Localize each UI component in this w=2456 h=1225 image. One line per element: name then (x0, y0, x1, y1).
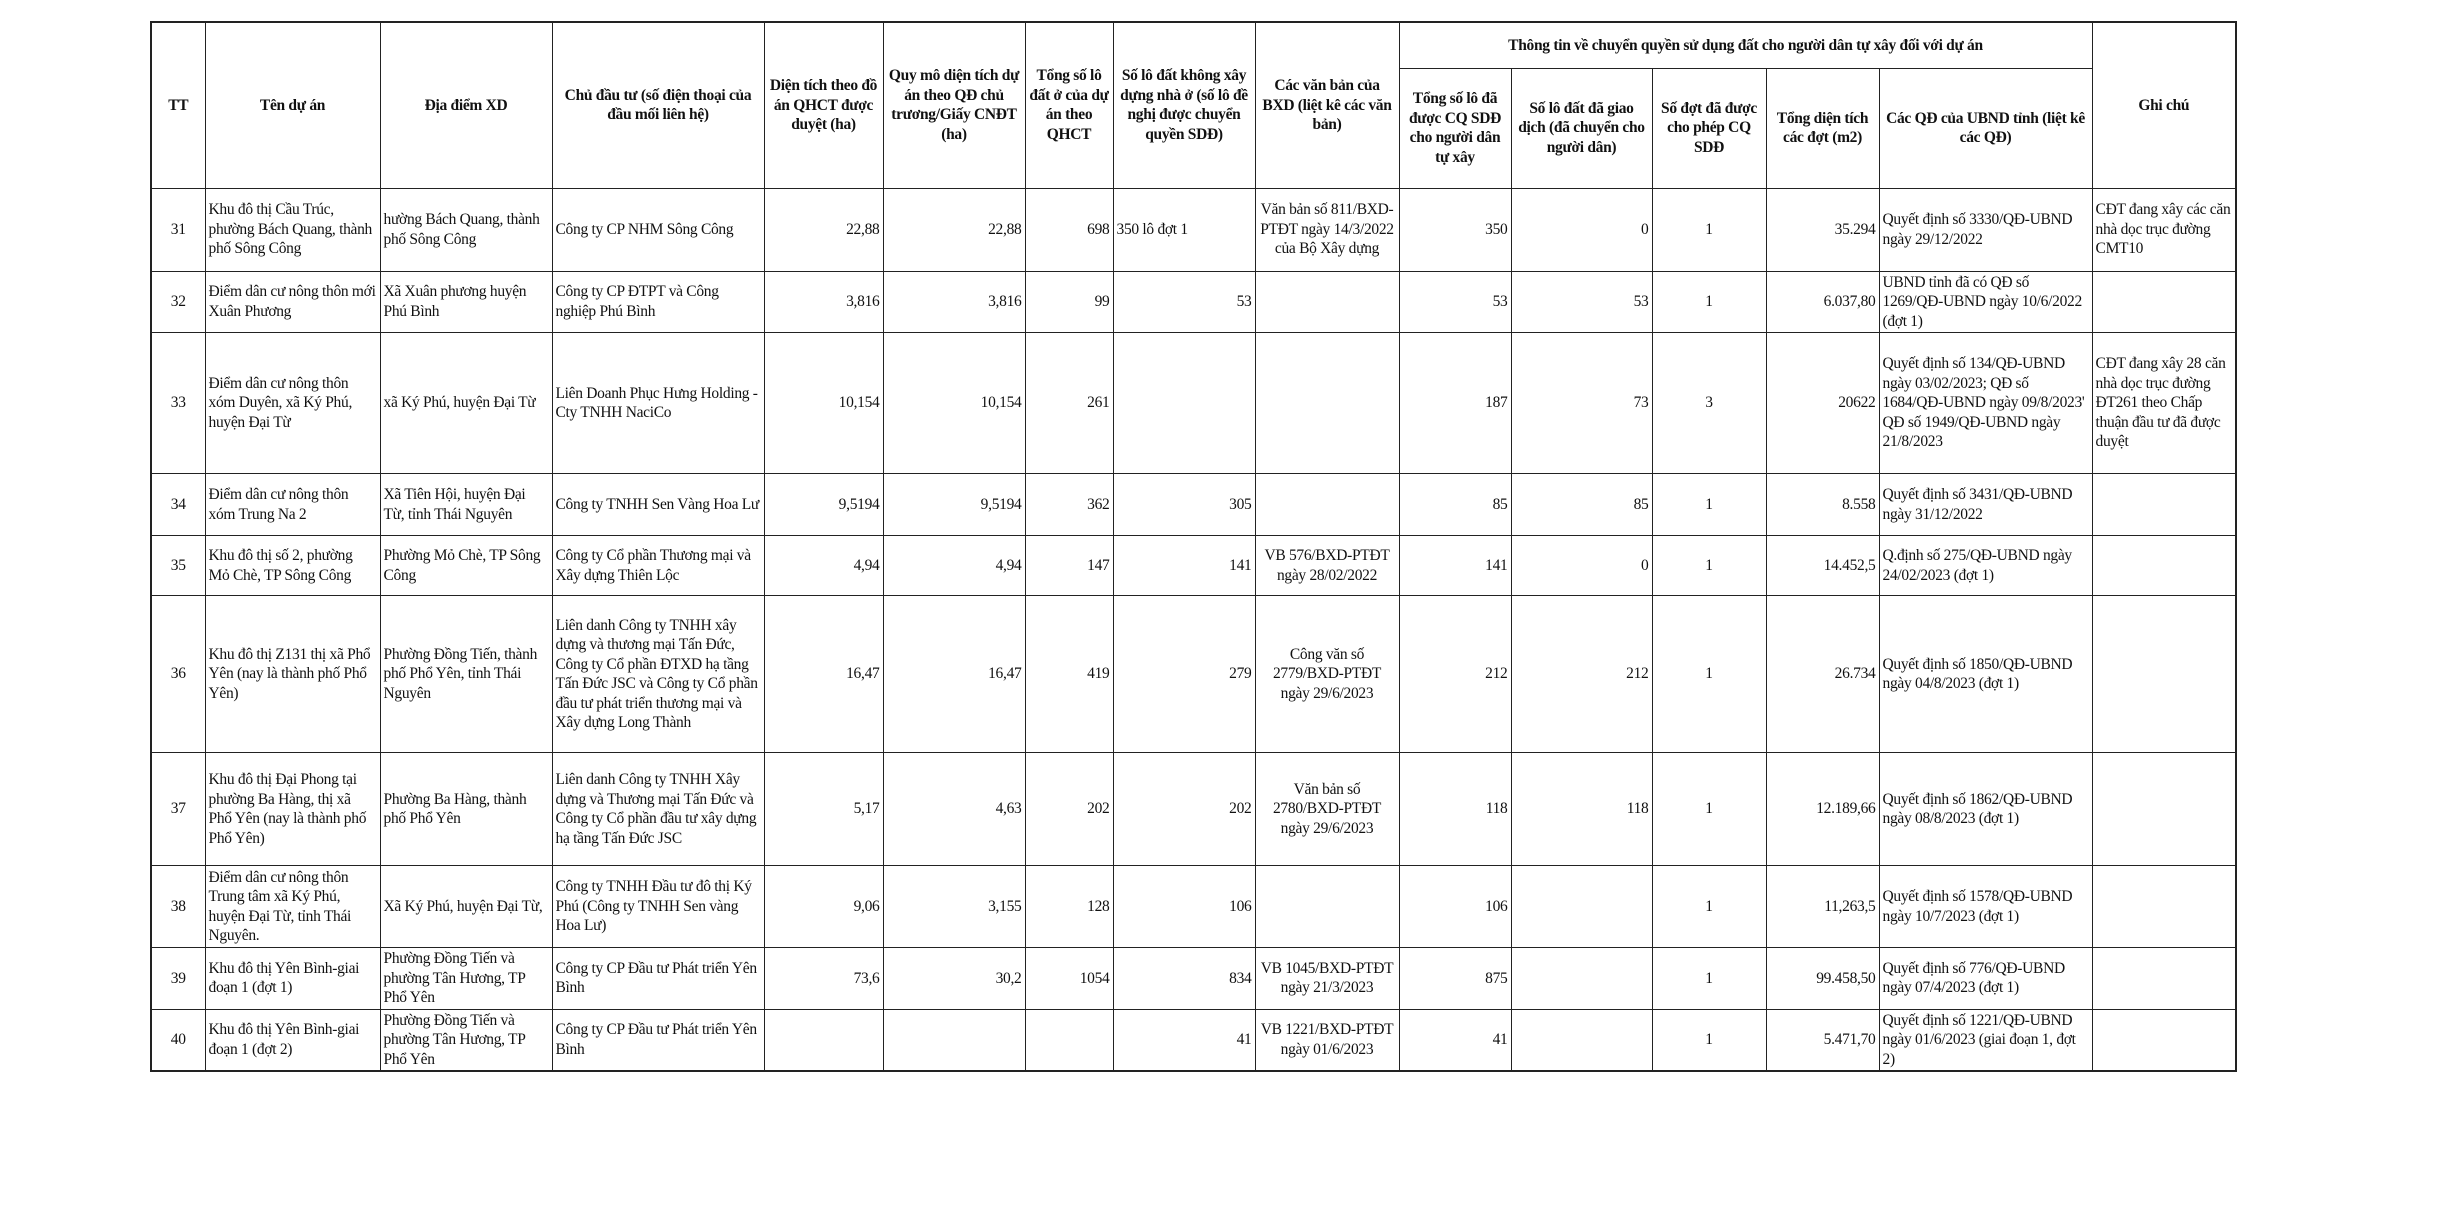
cell-lots-transferred: 118 (1399, 753, 1511, 866)
cell-lots-transferred: 875 (1399, 948, 1511, 1010)
cell-lots-traded: 73 (1511, 333, 1652, 474)
table-row (151, 271, 2236, 333)
cell-total-area: 5.471,70 (1766, 1009, 1879, 1071)
cell-total-area: 26.734 (1766, 596, 1879, 753)
cell-notes: CĐT đang xây 28 căn nhà dọc trục đường ĐT261 theo Chấp thuận đầu tư đã được duyệt (2092, 333, 2236, 474)
cell-bxd-documents: VB 576/BXD-PTĐT ngày 28/02/2022 (1255, 536, 1399, 596)
cell-lots-no-build: 279 (1113, 596, 1255, 753)
cell-project-name: Điểm dân cư nông thôn xóm Duyên, xã Ký Phú, huyện Đại Từ (205, 333, 380, 474)
cell-area-qhct: 22,88 (764, 188, 883, 271)
cell-total-lots: 419 (1025, 596, 1113, 753)
cell-total-area: 14.452,5 (1766, 536, 1879, 596)
cell-project-name: Điểm dân cư nông thôn xóm Trung Na 2 (205, 474, 380, 536)
cell-location: Xã Xuân phương huyện Phú Bình (380, 271, 552, 333)
cell-lots-no-build: 141 (1113, 536, 1255, 596)
cell-tt: 33 (151, 333, 205, 474)
cell-investor: Công ty CP ĐTPT và Công nghiệp Phú Bình (552, 271, 764, 333)
cell-area-qhct: 10,154 (764, 333, 883, 474)
table-body (151, 188, 2236, 1071)
cell-total-lots: 261 (1025, 333, 1113, 474)
cell-bxd-documents: Văn bản số 2780/BXD-PTĐT ngày 29/6/2023 (1255, 753, 1399, 866)
cell-project-scale: 30,2 (883, 948, 1025, 1010)
table-row (151, 866, 2236, 948)
cell-tt: 36 (151, 596, 205, 753)
cell-bxd-documents: Văn bản số 811/BXD-PTĐT ngày 14/3/2022 của Bộ Xây dựng (1255, 188, 1399, 271)
cell-total-area: 6.037,80 (1766, 271, 1879, 333)
cell-tt: 32 (151, 271, 205, 333)
cell-total-lots: 99 (1025, 271, 1113, 333)
cell-investor: Công ty CP Đầu tư Phát triển Yên Bình (552, 1009, 764, 1071)
cell-rounds: 1 (1652, 474, 1766, 536)
header-tt: TT (151, 22, 205, 188)
cell-area-qhct (764, 1009, 883, 1071)
cell-ubnd-decisions: UBND tỉnh đã có QĐ số 1269/QĐ-UBND ngày 10/6/2022 (đợt 1) (1879, 271, 2092, 333)
cell-total-lots: 698 (1025, 188, 1113, 271)
cell-total-lots: 202 (1025, 753, 1113, 866)
cell-lots-traded (1511, 866, 1652, 948)
cell-investor: Liên danh Công ty TNHH Xây dựng và Thương mại Tấn Đức và Công ty Cổ phần đầu tư xây dựng hạ tầng Tấn Đức JSC (552, 753, 764, 866)
cell-project-name: Điểm dân cư nông thôn Trung tâm xã Ký Phú, huyện Đại Từ, tỉnh Thái Nguyên. (205, 866, 380, 948)
cell-investor: Liên danh Công ty TNHH xây dựng và thương mại Tấn Đức, Công ty Cổ phần ĐTXD hạ tầng Tấn Đức JSC và Công ty Cổ phần đầu tư phát triển thương mại và Xây dựng Long Thành (552, 596, 764, 753)
cell-bxd-documents: VB 1221/BXD-PTĐT ngày 01/6/2023 (1255, 1009, 1399, 1071)
cell-ubnd-decisions: Quyết định số 3330/QĐ-UBND ngày 29/12/2022 (1879, 188, 2092, 271)
cell-rounds: 1 (1652, 188, 1766, 271)
header-location: Địa điểm XD (380, 22, 552, 188)
cell-investor: Công ty TNHH Sen Vàng Hoa Lư (552, 474, 764, 536)
cell-total-area: 20622 (1766, 333, 1879, 474)
cell-project-scale: 16,47 (883, 596, 1025, 753)
table-row (151, 948, 2236, 1010)
cell-ubnd-decisions: Quyết định số 134/QĐ-UBND ngày 03/02/2023; QĐ số 1684/QĐ-UBND ngày 09/8/2023' QĐ số 1949/QĐ-UBND ngày 21/8/2023 (1879, 333, 2092, 474)
cell-notes (2092, 866, 2236, 948)
cell-notes (2092, 1009, 2236, 1071)
cell-location: Xã Tiên Hội, huyện Đại Từ, tỉnh Thái Nguyên (380, 474, 552, 536)
cell-rounds: 1 (1652, 271, 1766, 333)
cell-project-scale: 4,94 (883, 536, 1025, 596)
cell-lots-no-build: 202 (1113, 753, 1255, 866)
cell-location: hường Bách Quang, thành phố Sông Công (380, 188, 552, 271)
cell-bxd-documents: Công văn số 2779/BXD-PTĐT ngày 29/6/2023 (1255, 596, 1399, 753)
cell-area-qhct: 9,06 (764, 866, 883, 948)
cell-notes: CĐT đang xây các căn nhà dọc trục đường CMT10 (2092, 188, 2236, 271)
header-notes: Ghi chú (2092, 22, 2236, 188)
cell-ubnd-decisions: Quyết định số 3431/QĐ-UBND ngày 31/12/2022 (1879, 474, 2092, 536)
cell-total-lots: 362 (1025, 474, 1113, 536)
cell-tt: 34 (151, 474, 205, 536)
table-row (151, 536, 2236, 596)
cell-lots-traded: 212 (1511, 596, 1652, 753)
cell-lots-transferred: 41 (1399, 1009, 1511, 1071)
cell-total-lots: 147 (1025, 536, 1113, 596)
cell-investor: Công ty Cổ phần Thương mại và Xây dựng Thiên Lộc (552, 536, 764, 596)
cell-project-name: Khu đô thị số 2, phường Mỏ Chè, TP Sông Công (205, 536, 380, 596)
cell-investor: Liên Doanh Phục Hưng Holding - Cty TNHH NaciCo (552, 333, 764, 474)
cell-ubnd-decisions: Quyết định số 1221/QĐ-UBND ngày 01/6/2023 (giai đoạn 1, đợt 2) (1879, 1009, 2092, 1071)
cell-notes (2092, 948, 2236, 1010)
cell-area-qhct: 73,6 (764, 948, 883, 1010)
cell-location: Xã Ký Phú, huyện Đại Từ, (380, 866, 552, 948)
cell-notes (2092, 596, 2236, 753)
header-project-name: Tên dự án (205, 22, 380, 188)
header-total-area: Tổng diện tích các đợt (m2) (1766, 68, 1879, 188)
cell-lots-no-build: 53 (1113, 271, 1255, 333)
cell-notes (2092, 536, 2236, 596)
header-group-transfer-info: Thông tin về chuyển quyền sử dụng đất cho người dân tự xây đối với dự án (1399, 22, 2092, 68)
cell-tt: 40 (151, 1009, 205, 1071)
cell-area-qhct: 4,94 (764, 536, 883, 596)
cell-project-scale: 3,155 (883, 866, 1025, 948)
cell-lots-no-build: 106 (1113, 866, 1255, 948)
cell-total-area: 12.189,66 (1766, 753, 1879, 866)
cell-investor: Công ty TNHH Đầu tư đô thị Ký Phú (Công ty TNHH Sen vàng Hoa Lư) (552, 866, 764, 948)
header-bxd-documents: Các văn bản của BXD (liệt kê các văn bản) (1255, 22, 1399, 188)
cell-notes (2092, 271, 2236, 333)
cell-bxd-documents (1255, 333, 1399, 474)
cell-area-qhct: 9,5194 (764, 474, 883, 536)
cell-project-scale: 22,88 (883, 188, 1025, 271)
cell-lots-no-build: 350 lô đợt 1 (1113, 188, 1255, 271)
cell-lots-no-build (1113, 333, 1255, 474)
cell-project-scale: 10,154 (883, 333, 1025, 474)
table-row (151, 596, 2236, 753)
cell-investor: Công ty CP Đầu tư Phát triển Yên Bình (552, 948, 764, 1010)
header-total-lots: Tổng số lô đất ở của dự án theo QHCT (1025, 22, 1113, 188)
cell-lots-traded: 0 (1511, 536, 1652, 596)
cell-project-scale (883, 1009, 1025, 1071)
cell-location: Phường Ba Hàng, thành phố Phổ Yên (380, 753, 552, 866)
land-transfer-table (150, 21, 2237, 1072)
cell-rounds: 1 (1652, 1009, 1766, 1071)
cell-notes (2092, 474, 2236, 536)
table-row (151, 188, 2236, 271)
cell-lots-no-build: 834 (1113, 948, 1255, 1010)
cell-lots-transferred: 350 (1399, 188, 1511, 271)
cell-total-area: 11,263,5 (1766, 866, 1879, 948)
cell-project-name: Khu đô thị Yên Bình-giai đoạn 1 (đợt 1) (205, 948, 380, 1010)
cell-tt: 31 (151, 188, 205, 271)
cell-lots-transferred: 187 (1399, 333, 1511, 474)
cell-area-qhct: 3,816 (764, 271, 883, 333)
cell-lots-no-build: 41 (1113, 1009, 1255, 1071)
cell-lots-no-build: 305 (1113, 474, 1255, 536)
cell-lots-transferred: 141 (1399, 536, 1511, 596)
cell-notes (2092, 753, 2236, 866)
cell-bxd-documents (1255, 866, 1399, 948)
header-lots-traded: Số lô đất đã giao dịch (đã chuyển cho người dân) (1511, 68, 1652, 188)
cell-project-scale: 3,816 (883, 271, 1025, 333)
cell-rounds: 3 (1652, 333, 1766, 474)
cell-lots-traded: 85 (1511, 474, 1652, 536)
cell-tt: 37 (151, 753, 205, 866)
cell-ubnd-decisions: Quyết định số 1862/QĐ-UBND ngày 08/8/2023 (đợt 1) (1879, 753, 2092, 866)
cell-ubnd-decisions: Q.định số 275/QĐ-UBND ngày 24/02/2023 (đợt 1) (1879, 536, 2092, 596)
cell-location: Phường Đồng Tiến và phường Tân Hương, TP Phổ Yên (380, 948, 552, 1010)
cell-lots-traded (1511, 1009, 1652, 1071)
table-row (151, 474, 2236, 536)
cell-rounds: 1 (1652, 753, 1766, 866)
cell-tt: 39 (151, 948, 205, 1010)
cell-project-name: Điểm dân cư nông thôn mới Xuân Phương (205, 271, 380, 333)
cell-total-lots (1025, 1009, 1113, 1071)
cell-lots-traded: 53 (1511, 271, 1652, 333)
cell-project-name: Khu đô thị Z131 thị xã Phổ Yên (nay là thành phố Phổ Yên) (205, 596, 380, 753)
cell-rounds: 1 (1652, 536, 1766, 596)
cell-lots-transferred: 85 (1399, 474, 1511, 536)
table-row (151, 1009, 2236, 1071)
cell-lots-traded: 0 (1511, 188, 1652, 271)
cell-total-area: 8.558 (1766, 474, 1879, 536)
cell-tt: 38 (151, 866, 205, 948)
cell-lots-transferred: 212 (1399, 596, 1511, 753)
cell-rounds: 1 (1652, 948, 1766, 1010)
cell-project-name: Khu đô thị Cầu Trúc, phường Bách Quang, thành phố Sông Công (205, 188, 380, 271)
header-project-scale: Quy mô diện tích dự án theo QĐ chủ trương/Giấy CNĐT (ha) (883, 22, 1025, 188)
cell-area-qhct: 5,17 (764, 753, 883, 866)
cell-ubnd-decisions: Quyết định số 1578/QĐ-UBND ngày 10/7/2023 (đợt 1) (1879, 866, 2092, 948)
cell-project-name: Khu đô thị Đại Phong tại phường Ba Hàng, thị xã Phổ Yên (nay là thành phố Phổ Yên) (205, 753, 380, 866)
cell-rounds: 1 (1652, 596, 1766, 753)
table-row (151, 753, 2236, 866)
cell-bxd-documents: VB 1045/BXD-PTĐT ngày 21/3/2023 (1255, 948, 1399, 1010)
cell-bxd-documents (1255, 474, 1399, 536)
cell-location: xã Ký Phú, huyện Đại Từ (380, 333, 552, 474)
table-row (151, 333, 2236, 474)
cell-total-area: 35.294 (1766, 188, 1879, 271)
cell-lots-traded (1511, 948, 1652, 1010)
cell-area-qhct: 16,47 (764, 596, 883, 753)
header-lots-transferred: Tổng số lô đã được CQ SDĐ cho người dân tự xây (1399, 68, 1511, 188)
cell-total-lots: 1054 (1025, 948, 1113, 1010)
cell-location: Phường Đồng Tiến và phường Tân Hương, TP Phổ Yên (380, 1009, 552, 1071)
cell-rounds: 1 (1652, 866, 1766, 948)
header-lots-no-build: Số lô đất không xây dựng nhà ở (số lô đề nghị được chuyển quyền SDĐ) (1113, 22, 1255, 188)
cell-ubnd-decisions: Quyết định số 1850/QĐ-UBND ngày 04/8/2023 (đợt 1) (1879, 596, 2092, 753)
cell-project-name: Khu đô thị Yên Bình-giai đoạn 1 (đợt 2) (205, 1009, 380, 1071)
header-area-qhct: Diện tích theo đồ án QHCT được duyệt (ha) (764, 22, 883, 188)
cell-location: Phường Mỏ Chè, TP Sông Công (380, 536, 552, 596)
header-ubnd-decisions: Các QĐ của UBND tỉnh (liệt kê các QĐ) (1879, 68, 2092, 188)
header-investor: Chủ đầu tư (số điện thoại của đầu mối liên hệ) (552, 22, 764, 188)
cell-total-area: 99.458,50 (1766, 948, 1879, 1010)
cell-lots-transferred: 53 (1399, 271, 1511, 333)
cell-ubnd-decisions: Quyết định số 776/QĐ-UBND ngày 07/4/2023 (đợt 1) (1879, 948, 2092, 1010)
cell-total-lots: 128 (1025, 866, 1113, 948)
cell-lots-traded: 118 (1511, 753, 1652, 866)
cell-project-scale: 4,63 (883, 753, 1025, 866)
header-rounds: Số đợt đã được cho phép CQ SDĐ (1652, 68, 1766, 188)
cell-investor: Công ty CP NHM Sông Công (552, 188, 764, 271)
cell-lots-transferred: 106 (1399, 866, 1511, 948)
cell-tt: 35 (151, 536, 205, 596)
cell-location: Phường Đồng Tiến, thành phố Phổ Yên, tỉnh Thái Nguyên (380, 596, 552, 753)
cell-project-scale: 9,5194 (883, 474, 1025, 536)
cell-bxd-documents (1255, 271, 1399, 333)
